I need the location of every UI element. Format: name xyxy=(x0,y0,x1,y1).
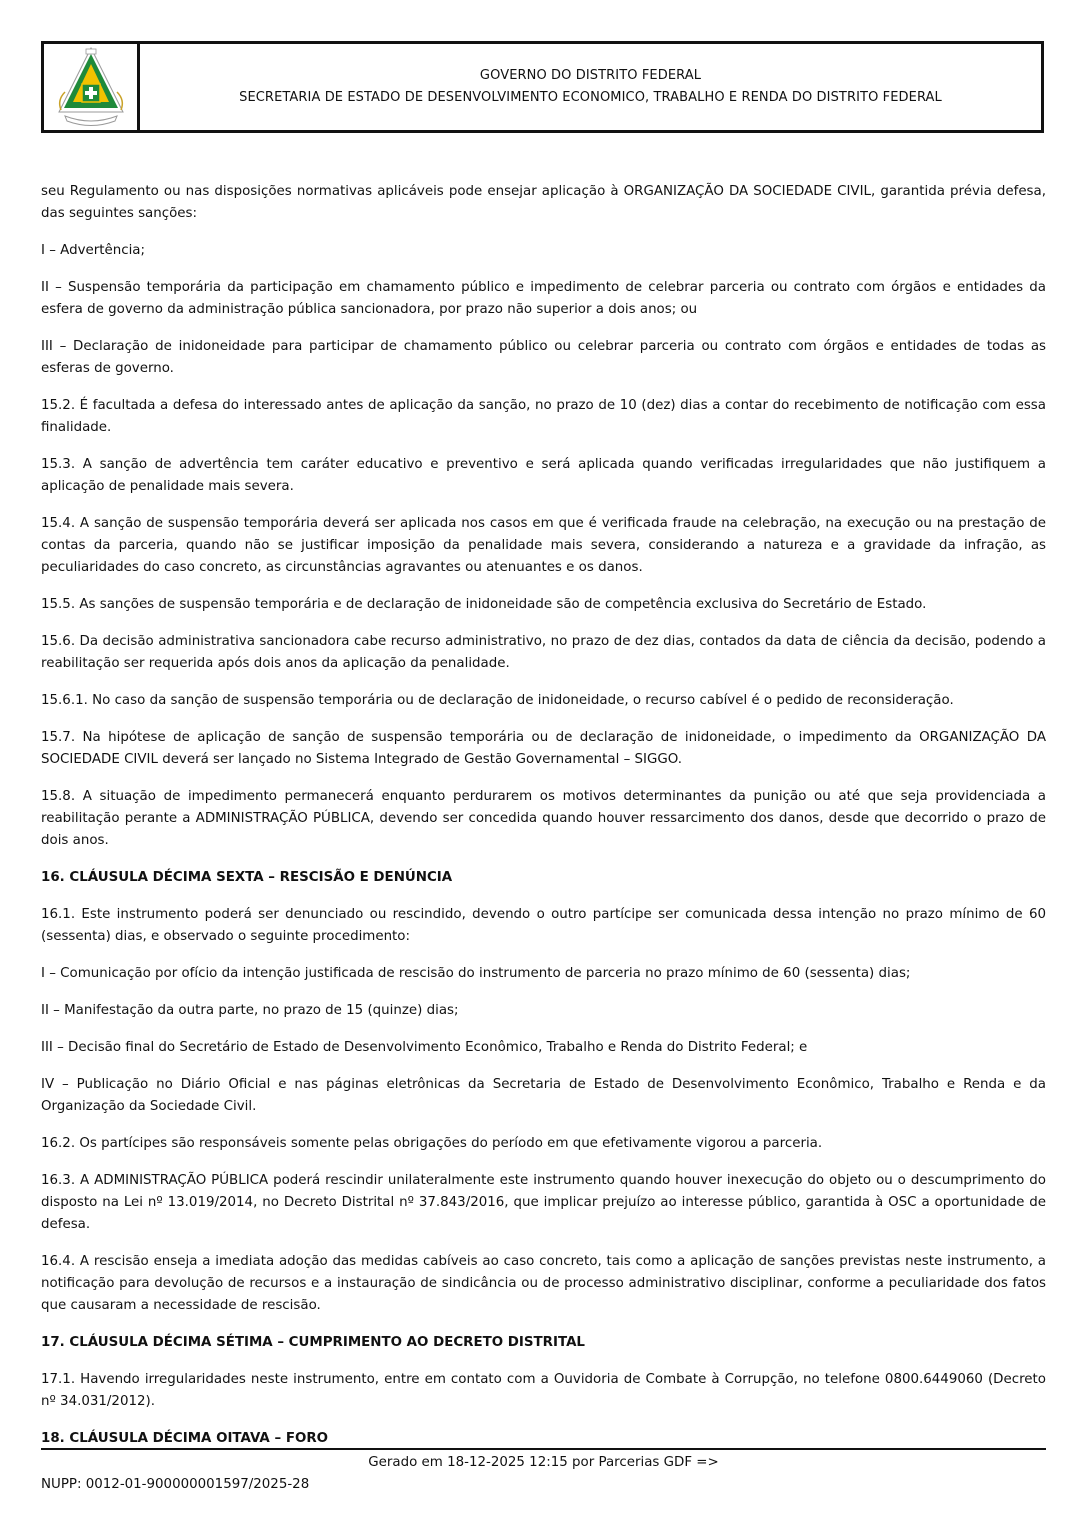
footer-nupp: NUPP: 0012-01-900000001597/2025-28 xyxy=(41,1477,310,1492)
header-text xyxy=(140,44,1041,130)
paragraph: 17.1. Havendo irregularidades neste instrumento, entre em contato com a Ouvidoria de Combate à Corrupção, no telefone 0800.6449060 (Decreto nº 34.031/2012). xyxy=(41,1372,1046,1409)
gdf-brasao-icon xyxy=(55,46,127,128)
logo-cell xyxy=(44,44,140,130)
paragraph: 15.7. Na hipótese de aplicação de sanção de suspensão temporária ou de declaração de inidoneidade, o impedimento da ORGANIZAÇÃO DA SOCIEDADE CIVIL deverá ser lançado no Sistema Integrado de Gestão Governamental – SIGGO. xyxy=(41,730,1046,767)
paragraph: 16.2. Os partícipes são responsáveis somente pelas obrigações do período em que efetivamente vigorou a parceria. xyxy=(41,1136,823,1151)
footer-divider xyxy=(41,1448,1046,1450)
paragraph: I – Advertência; xyxy=(41,243,146,258)
paragraph: 15.3. A sanção de advertência tem caráter educativo e preventivo e será aplicada quando verificadas irregularidades que não justifiquem a aplicação de penalidade mais severa. xyxy=(41,457,1046,494)
paragraph: 15.5. As sanções de suspensão temporária e de declaração de inidoneidade são de competência exclusiva do Secretário de Estado. xyxy=(41,597,927,612)
section-heading: 16. CLÁUSULA DÉCIMA SEXTA – RESCISÃO E DENÚNCIA xyxy=(41,870,453,885)
header-government: GOVERNO DO DISTRITO FEDERAL xyxy=(479,68,702,83)
paragraph: III – Decisão final do Secretário de Estado de Desenvolvimento Econômico, Trabalho e Renda do Distrito Federal; e xyxy=(41,1040,808,1055)
paragraph: 15.6.1. No caso da sanção de suspensão temporária ou de declaração de inidoneidade, o recurso cabível é o pedido de reconsideração. xyxy=(41,693,954,708)
paragraph: II – Suspensão temporária da participação em chamamento público e impedimento de celebrar parceria ou contrato com órgãos e entidades da esfera de governo da administração pública sancionadora, por prazo não superior a dois anos; ou xyxy=(41,280,1046,317)
paragraph: 16.4. A rescisão enseja a imediata adoção das medidas cabíveis ao caso concreto, tais como a aplicação de sanções previstas neste instrumento, a notificação para devolução de recursos e a instauração de sindicância ou de processo administrativo disciplinar, conforme a peculiaridade dos fatos que causaram a necessidade de rescisão. xyxy=(41,1254,1046,1313)
paragraph: 15.4. A sanção de suspensão temporária deverá ser aplicada nos casos em que é verificada fraude na celebração, na execução ou na prestação de contas da parceria, quando não se justificar imposição da penalidade mais severa, considerando a natureza e a gravidade da infração, as peculiaridades do caso concreto, as circunstâncias agravantes ou atenuantes e os danos. xyxy=(41,516,1046,575)
paragraph: seu Regulamento ou nas disposições normativas aplicáveis pode ensejar aplicação à ORGANIZAÇÃO DA SOCIEDADE CIVIL, garantida prévia defesa, das seguintes sanções: xyxy=(41,184,1046,221)
paragraph: II – Manifestação da outra parte, no prazo de 15 (quinze) dias; xyxy=(41,1003,459,1018)
paragraph: 15.2. É facultada a defesa do interessado antes de aplicação da sanção, no prazo de 10 (dez) dias a contar do recebimento de notificação com essa finalidade. xyxy=(41,398,1046,435)
paragraph: III – Declaração de inidoneidade para participar de chamamento público ou celebrar parceria ou contrato com órgãos e entidades de todas as esferas de governo. xyxy=(41,339,1046,376)
paragraph: 15.6. Da decisão administrativa sancionadora cabe recurso administrativo, no prazo de dez dias, contados da data de ciência da decisão, podendo a reabilitação ser requerida após dois anos da aplicação da penalidade. xyxy=(41,634,1046,671)
paragraph: 16.3. A ADMINISTRAÇÃO PÚBLICA poderá rescindir unilateralmente este instrumento quando houver inexecução do objeto ou o descumprimento do disposto na Lei nº 13.019/2014, no Decreto Distrital nº 37.843/2016, que implicar prejuízo ao interesse público, garantida à OSC a oportunidade de defesa. xyxy=(41,1173,1046,1232)
section-heading: 17. CLÁUSULA DÉCIMA SÉTIMA – CUMPRIMENTO AO DECRETO DISTRITAL xyxy=(41,1335,585,1350)
paragraph: I – Comunicação por ofício da intenção justificada de rescisão do instrumento de parceria no prazo mínimo de 60 (sessenta) dias; xyxy=(41,966,911,981)
footer-generated: Gerado em 18-12-2025 12:15 por Parcerias GDF => xyxy=(368,1455,719,1470)
document-body xyxy=(41,181,1046,1450)
paragraph: 16.1. Este instrumento poderá ser denunciado ou rescindido, devendo o outro partícipe ser comunicada dessa intenção no prazo mínimo de 60 (sessenta) dias, e observado o seguinte procedimento: xyxy=(41,907,1046,944)
header-secretariat: SECRETARIA DE ESTADO DE DESENVOLVIMENTO ECONOMICO, TRABALHO E RENDA DO DISTRITO FEDERAL xyxy=(239,90,942,105)
section-heading: 18. CLÁUSULA DÉCIMA OITAVA – FORO xyxy=(41,1431,329,1446)
document-header xyxy=(41,41,1044,133)
paragraph: IV – Publicação no Diário Oficial e nas páginas eletrônicas da Secretaria de Estado de Desenvolvimento Econômico, Trabalho e Renda e da Organização da Sociedade Civil. xyxy=(41,1077,1046,1114)
paragraph: 15.8. A situação de impedimento permanecerá enquanto perdurarem os motivos determinantes da punição ou até que seja providenciada a reabilitação perante a ADMINISTRAÇÃO PÚBLICA, devendo ser concedida quando houver ressarcimento dos danos, desde que decorrido o prazo de dois anos. xyxy=(41,789,1046,848)
